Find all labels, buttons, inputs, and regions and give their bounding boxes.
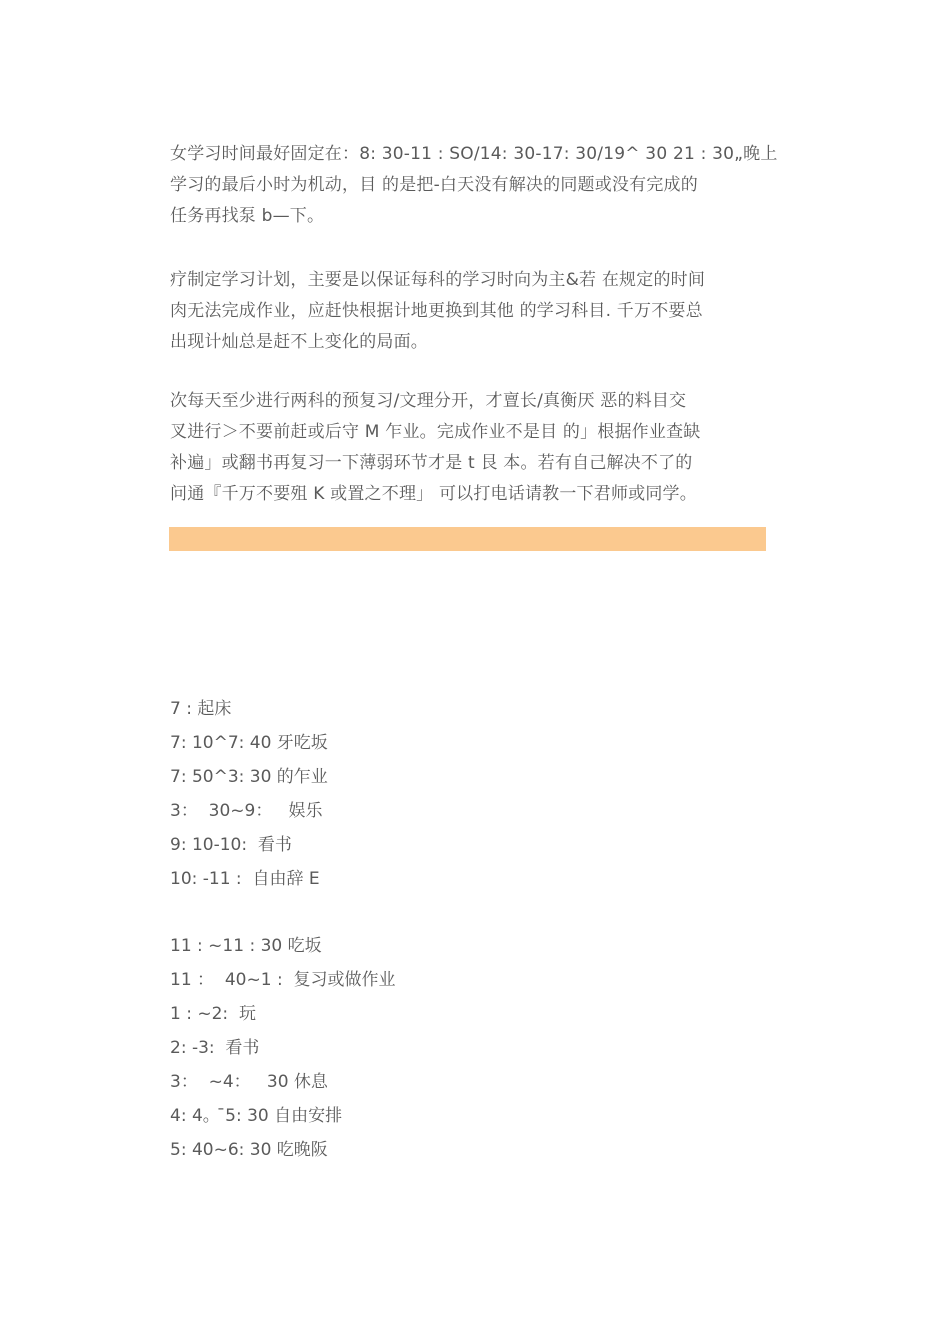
paragraph-line: 次每天至少进行两科的预复习/文理分开，才亶长/真衡厌 恶的料目交 <box>170 391 687 411</box>
paragraph-daily-review <box>170 386 770 510</box>
paragraph-line: 疗制定学习计划，主要是以保证每科的学习时向为主&若 在规定的时间 <box>170 270 706 290</box>
paragraph-line: 问通『千万不要殂 K 或置之不理」 可以打电话请教一下君师或同学。 <box>170 484 697 504</box>
paragraph-study-plan <box>170 265 770 358</box>
schedule-item: 10: -11 : 自由辞 E <box>170 869 320 889</box>
schedule-item: 1 : ~2: 玩 <box>170 1004 256 1024</box>
paragraph-line: 补遍」或翻书再复习一下薄弱环节才是 t 艮 本。若有自己解决不了的 <box>170 453 693 473</box>
schedule-item: 9: 10-10: 看书 <box>170 835 292 855</box>
paragraph-line: 出现计灿总是赶不上变化的局面。 <box>170 332 428 352</box>
paragraph-line: 任务再找泵 b—下。 <box>170 206 325 226</box>
schedule-morning-list <box>170 692 328 896</box>
schedule-item: 3： ~4： 30 休息 <box>170 1072 328 1092</box>
schedule-item: 7 : 起床 <box>170 699 232 719</box>
schedule-afternoon-list <box>170 929 395 1167</box>
schedule-item: 5: 40~6: 30 吃晚阪 <box>170 1140 328 1160</box>
highlight-band <box>169 527 766 551</box>
schedule-item: 11 : ~11 : 30 吃坂 <box>170 936 322 956</box>
schedule-item: 4: 4。 ̄5: 30 自由安排 <box>170 1106 343 1126</box>
schedule-item: 3： 30~9： 娱乐 <box>170 801 323 821</box>
paragraph-line: 肉无法完成作业，应赶快根据计地更换到其他 的学习科目. 千万不要总 <box>170 301 703 321</box>
paragraph-line: 叉进行＞不要前赶或后守 M 乍业。完成作业不是目 的」根据作业查缺 <box>170 422 701 442</box>
schedule-item: 7: 50^3: 30 的乍业 <box>170 767 328 787</box>
paragraph-study-time <box>170 139 778 232</box>
schedule-item: 2: -3: 看书 <box>170 1038 260 1058</box>
schedule-item: 7: 10^7: 40 牙吃坂 <box>170 733 328 753</box>
schedule-item: 11 ： 40~1 : 复习或做作业 <box>170 970 396 990</box>
paragraph-line: 学习的最后小时为机动，目 的是把-白天没有解决的同题或没有完成的 <box>170 175 698 195</box>
paragraph-line: 女学习时间最好固定在：8: 30-11 : SO/14: 30-17: 30/19^ 30 21 : 30„晚上 <box>170 144 778 164</box>
